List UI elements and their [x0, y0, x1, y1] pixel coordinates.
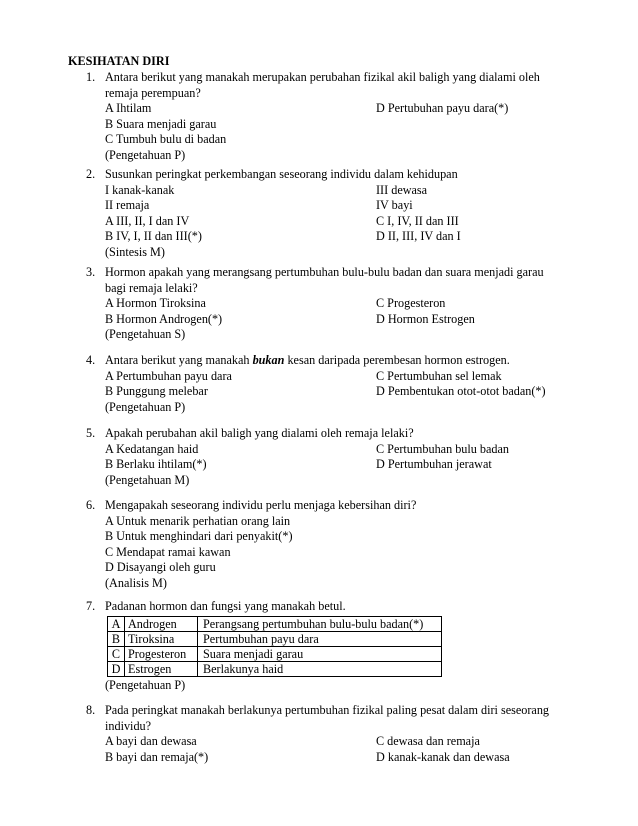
question-stem-line: Pada peringkat manakah berlakunya pertumbuhan fizikal paling pesat dalam diri seseorang — [105, 703, 550, 717]
option-d: D Hormon Estrogen — [376, 311, 475, 326]
option-d: D Pembentukan otot-otot badan(*) — [376, 384, 546, 398]
option-b: B bayi dan remaja(*) — [105, 749, 209, 764]
option-c: C I, IV, II dan III — [376, 213, 459, 228]
option-a: A III, II, I dan IV — [105, 213, 190, 228]
question-number: 6. — [86, 498, 96, 512]
row-letter: D — [108, 661, 125, 676]
worksheet-title: KESIHATAN DIRI — [68, 54, 170, 68]
question-stem-line: Padanan hormon dan fungsi yang manakah betul. — [105, 599, 346, 613]
options-row — [105, 101, 586, 117]
option-d: D kanak-kanak dan dewasa — [376, 749, 510, 764]
question-6 — [86, 498, 586, 591]
hormone-cell: Androgen — [125, 616, 198, 631]
question-level: (Analisis M) — [105, 575, 167, 590]
option-b: B Suara menjadi garau — [105, 116, 217, 131]
stage-i: I kanak-kanak — [105, 182, 175, 197]
question-level: (Pengetahuan P) — [105, 399, 186, 414]
stage-iii: III dewasa — [376, 182, 428, 197]
stem-text: Antara berikut yang manakah — [105, 353, 253, 367]
hormone-cell: Estrogen — [125, 661, 198, 676]
option-b: B IV, I, II dan III(*) — [105, 229, 202, 243]
option-a: A Pertumbuhan payu dara — [105, 368, 232, 383]
question-stem-line: remaja perempuan? — [105, 85, 201, 100]
options-row — [105, 296, 586, 312]
question-stem-line: Susunkan peringkat perkembangan seseorang individu dalam kehidupan — [105, 167, 458, 181]
question-5 — [86, 426, 586, 488]
question-number: 8. — [86, 703, 96, 717]
option-a: A Hormon Tiroksina — [105, 296, 206, 310]
stage-ii: II remaja — [105, 198, 150, 212]
hormone-cell: Tiroksina — [125, 631, 198, 646]
emphasis-word: bukan — [252, 353, 285, 367]
options-row — [105, 442, 586, 458]
question-number: 5. — [86, 426, 96, 440]
function-cell: Suara menjadi garau — [198, 646, 442, 661]
option-b: B Untuk menghindari dari penyakit(*) — [105, 529, 293, 543]
question-stem-line — [105, 353, 586, 369]
option-c: C Tumbuh bulu di badan — [105, 132, 227, 146]
option-b: B Hormon Androgen(*) — [105, 311, 223, 326]
question-number: 4. — [86, 353, 96, 367]
option-c: C Pertumbuhan bulu badan — [376, 441, 510, 456]
question-2 — [86, 167, 586, 260]
question-level: (Pengetahuan P) — [105, 147, 186, 162]
stem-text: kesan daripada perembesan hormon estrogen. — [284, 353, 510, 367]
hormone-cell: Progesteron — [125, 646, 198, 661]
table-row — [108, 616, 442, 631]
question-level: (Sintesis M) — [105, 244, 165, 259]
question-level: (Pengetahuan M) — [105, 472, 190, 487]
option-c: C dewasa dan remaja — [376, 734, 480, 748]
options-row — [105, 214, 586, 230]
options-row — [105, 384, 586, 400]
option-c: C Pertumbuhan sel lemak — [376, 368, 502, 383]
option-a: A bayi dan dewasa — [105, 734, 197, 748]
stage-row — [105, 198, 586, 214]
question-stem-line: Antara berikut yang manakah merupakan perubahan fizikal akil baligh yang dialami oleh — [105, 70, 540, 84]
function-cell: Pertumbuhan payu dara — [198, 631, 442, 646]
table-row — [108, 661, 442, 676]
question-8 — [86, 703, 586, 765]
question-number: 1. — [86, 70, 96, 84]
row-letter: A — [108, 616, 125, 631]
table-row — [108, 646, 442, 661]
option-b: B Punggung melebar — [105, 384, 208, 398]
table-row — [108, 631, 442, 646]
option-a: A Untuk menarik perhatian orang lain — [105, 513, 291, 528]
function-cell: Berlakunya haid — [198, 661, 442, 676]
options-row — [105, 369, 586, 385]
option-a: A Ihtilam — [105, 101, 152, 115]
question-stem-line: Apakah perubahan akil baligh yang dialami oleh remaja lelaki? — [105, 426, 414, 440]
question-1 — [86, 70, 586, 163]
question-level: (Pengetahuan P) — [105, 677, 186, 692]
question-3 — [86, 265, 586, 343]
stage-row — [105, 183, 586, 199]
question-4 — [86, 353, 586, 415]
options-row — [105, 229, 586, 245]
option-d: D Pertumbuhan jerawat — [376, 457, 492, 471]
options-row — [105, 750, 586, 766]
function-cell: Perangsang pertumbuhan bulu-bulu badan(*) — [198, 616, 442, 631]
row-letter: B — [108, 631, 125, 646]
row-letter: C — [108, 646, 125, 661]
option-c: C Mendapat ramai kawan — [105, 544, 231, 559]
question-7 — [86, 599, 586, 693]
options-row — [105, 312, 586, 328]
option-b: B Berlaku ihtilam(*) — [105, 457, 207, 471]
option-d: D Pertubuhan payu dara(*) — [376, 101, 509, 115]
option-c: C Progesteron — [376, 296, 446, 310]
question-stem-line: Mengapakah seseorang individu perlu menjaga kebersihan diri? — [105, 498, 417, 512]
option-a: A Kedatangan haid — [105, 441, 199, 456]
question-stem-line: bagi remaja lelaki? — [105, 280, 198, 295]
question-number: 3. — [86, 265, 96, 279]
question-number: 7. — [86, 599, 96, 613]
options-row — [105, 457, 586, 473]
option-d: D II, III, IV dan I — [376, 229, 461, 243]
hormone-function-table — [107, 616, 442, 677]
question-stem-line: Hormon apakah yang merangsang pertumbuhan bulu-bulu badan dan suara menjadi garau — [105, 265, 544, 279]
question-stem-line: individu? — [105, 718, 152, 733]
stage-iv: IV bayi — [376, 198, 413, 212]
options-row — [105, 734, 586, 750]
question-number: 2. — [86, 167, 96, 181]
option-d: D Disayangi oleh guru — [105, 560, 216, 574]
question-level: (Pengetahuan S) — [105, 327, 186, 341]
